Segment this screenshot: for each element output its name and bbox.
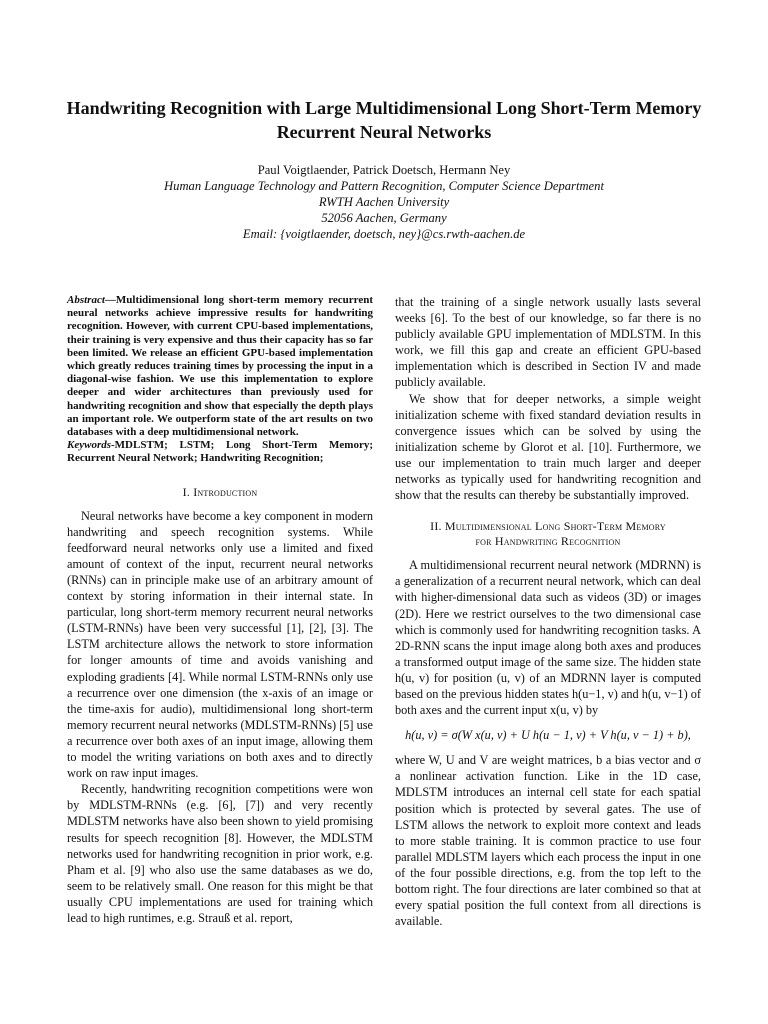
section-heading-mdlstm [395, 519, 701, 549]
section-heading-mdlstm-line-2: for Handwriting Recognition [475, 534, 621, 549]
left-column [67, 294, 373, 926]
section-heading-mdlstm-line-1: II. Multidimensional Long Short-Term Memory [430, 519, 666, 534]
author-block [40, 162, 728, 242]
title-line-1: Handwriting Recognition with Large Multidimensional Long Short-Term Memory [66, 98, 702, 118]
mdlstm-paragraph-1: A multidimensional recurrent neural network (MDRNN) is a generalization of a recurrent neural network, which can deal with higher-dimensional data such as videos (3D) or images (2D). Here we restrict ourselves to the two dimensional case which is commonly used for handwriting recognition tasks. A 2D-RNN scans the input image along both axes and produces a transformed output image of the same size. The hidden state h(u, v) for position (u, v) of an MDRNN layer is computed based on the previous hidden states h(u−1, v) and h(u, v−1) of both axes and the current input x(u, v) by [395, 558, 701, 718]
keywords-text: -MDLSTM; LSTM; Long Short-Term Memory; Recurrent Neural Network; Handwriting Recognition; [67, 439, 373, 465]
affiliation-3: 52056 Aachen, Germany [321, 211, 447, 225]
section-heading-introduction: I. Introduction [182, 484, 258, 499]
keywords-lead: Keywords [67, 439, 111, 452]
mdlstm-paragraph-2: where W, U and V are weight matrices, b a bias vector and σ a nonlinear activation function. Like in the 1D case, MDLSTM introduces an internal cell state for each spatial position which is protected by several gates. The use of LSTM allows the network to exploit more context and leads to more stable training. It is common practice to use four parallel MDLSTM layers which each process the input in one of the four possible directions, e.g. from the top left to the bottom right. The four directions are later combined so that at every spatial position the full context from all directions is available. [395, 753, 701, 929]
hidden-state-equation: h(u, v) = σ(W x(u, v) + U h(u − 1, v) + V h(u, v − 1) + b), [405, 728, 691, 743]
author-names: Paul Voigtlaender, Patrick Doetsch, Hermann Ney [257, 163, 511, 177]
paper-title [40, 96, 728, 144]
intro-paragraph-2: Recently, handwriting recognition competitions were won by MDLSTM-RNNs (e.g. [6], [7]) and very recently MDLSTM networks have also been shown to yield promising results for speech recognition [8]. However, the MDLSTM networks used for handwriting recognition in prior work, e.g. Pham et al. [9] who also use the same databases as we do, seem to be relatively small. One reason for this might be that usually CPU implementations are used for training which lead to high runtimes, e.g. Strauß et al. report, [67, 782, 373, 925]
abstract [67, 294, 373, 439]
intro-paragraph-1: Neural networks have become a key component in modern handwriting and speech recognition systems. While feedforward neural networks only use a limited and fixed amount of context of the input, recurrent neural networks (RNNs) can in principle make use of an arbitrary amount of context by storing information in their internal state. In particular, long short-term memory recurrent neural networks (LSTM-RNNs) have been very successful [1], [2], [3]. The LSTM architecture allows the network to store information for longer amounts of time and avoids vanishing and exploding gradients [4]. While normal LSTM-RNNs only use a recurrence over one dimension (the x-axis of an image or the time-axis for audio), multidimensional long short-term memory recurrent neural networks (MDLSTM-RNNs) [5] use a recurrence over both axes of an input image, allowing them to model the writing variations on both axes and to directly work on raw input images. [67, 508, 373, 781]
affiliation-2: RWTH Aachen University [318, 195, 450, 209]
intro-paragraph-4: We show that for deeper networks, a simple weight initialization scheme with fixed standard deviation results in convergence issues which can be solved by using the initialization scheme by Glorot et al. [10]. Furthermore, we use our implementation to train much larger and deeper networks as typically used for handwriting recognition and show that the results can thereby be substantially improved. [395, 391, 701, 503]
abstract-lead: Abstract [67, 294, 105, 306]
abstract-text: —Multidimensional long short-term memory recurrent neural networks achieve impressive results for handwriting recognition. However, with current CPU-based implementations, their training is very expensive and thus their capacity has so far been limited. We release an efficient GPU-based implementation which greatly reduces training times by processing the input in a diagonal-wise fashion. We use this implementation to explore deeper and wider architectures than previously used for handwriting recognition and show that especially the depth plays an important role. We outperform state of the art results on two databases with a deep multidimensional network. [67, 294, 373, 439]
right-column [395, 294, 701, 929]
author-email: Email: {voigtlaender, doetsch, ney}@cs.rwth-aachen.de [242, 227, 526, 241]
title-line-2: Recurrent Neural Networks [276, 122, 492, 142]
keywords [67, 439, 373, 465]
intro-paragraph-3: that the training of a single network usually lasts several weeks [6]. To the best of our knowledge, so far there is no publicly available GPU implementation of MDLSTM. In this work, we fill this gap and create an efficient GPU-based implementation which is described in Section IV and made publicly available. [395, 295, 701, 390]
affiliation-1: Human Language Technology and Pattern Recognition, Computer Science Department [164, 179, 604, 193]
